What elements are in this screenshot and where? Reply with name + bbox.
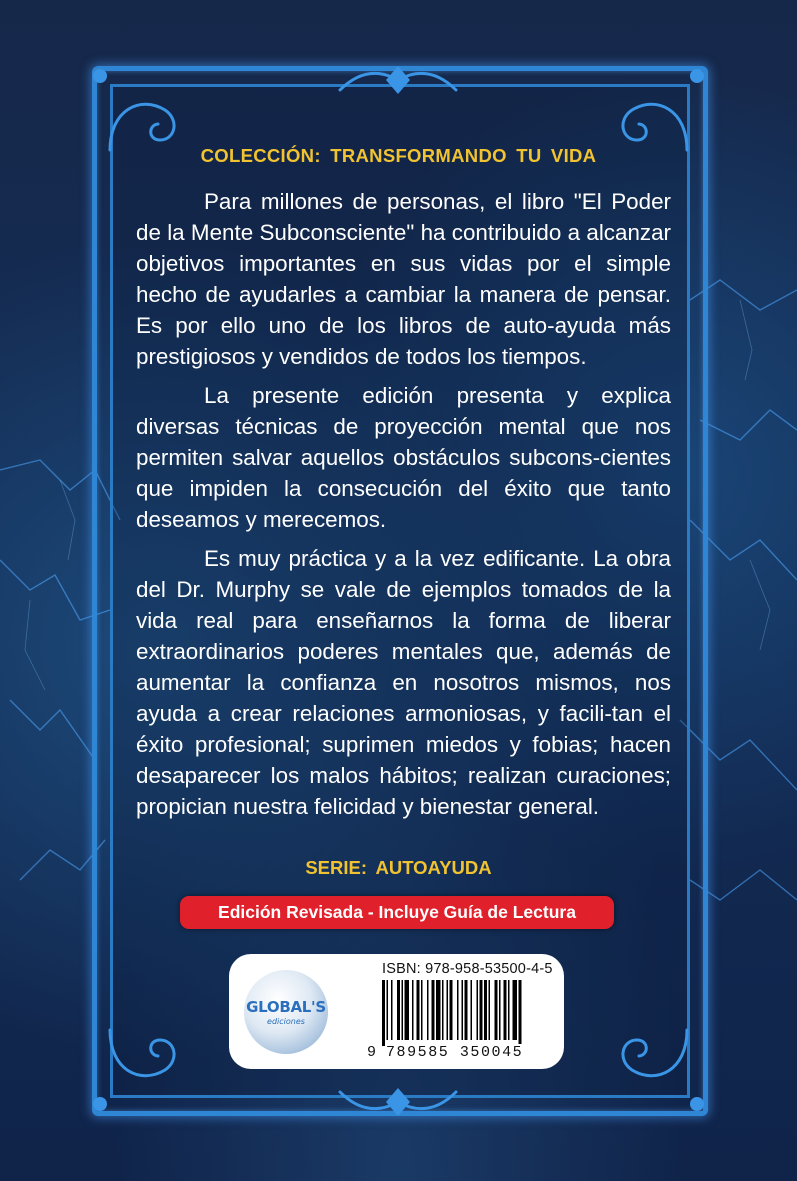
publisher-subtitle: ediciones	[267, 1017, 305, 1026]
synopsis	[136, 186, 671, 830]
bottom-right-scroll	[623, 1030, 687, 1076]
collection-label: COLECCIÓN: TRANSFORMANDO TU VIDA	[200, 145, 597, 166]
isbn-label: ISBN: 978-958-53500-4-5	[382, 961, 553, 977]
publisher-name: GLOBAL'S	[246, 998, 326, 1016]
synopsis-paragraph-3: Es muy práctica y a la vez edificante. La obra del Dr. Murphy se vale de ejemplos tomados de la vida real para enseñarnos la forma de liberar extraordinarios poderes mentales que, además de aumentar la confianza en nosotros mismos, nos ayuda a crear relaciones armoniosas, y facili-tan el éxito profesional; suprimen miedos y fobias; hacen desaparecer los malos hábitos; realizan curaciones; propician nuestra felicidad y bienestar general.	[136, 546, 671, 819]
series-label: SERIE: AUTOAYUDA	[305, 857, 492, 878]
synopsis-paragraph-1: Para millones de personas, el libro "El Poder de la Mente Subconsciente" ha contribuido a alcanzar objetivos importantes en sus vidas por el simple hecho de ayudarles a cambiar la manera de pensar. Es por ello uno de los libros de auto-ayuda más prestigiosos y vendidos de todos los tiempos.	[136, 189, 671, 369]
top-left-scroll	[110, 104, 174, 150]
barcode-first-digit: 9	[367, 1044, 377, 1061]
barcode-icon	[380, 980, 558, 1046]
barcode-digits: 789585 350045	[386, 1044, 558, 1061]
edition-badge: Edición Revisada - Incluye Guía de Lectura	[180, 896, 614, 929]
bottom-left-scroll	[110, 1030, 174, 1076]
top-right-scroll	[623, 104, 687, 150]
synopsis-paragraph-2: La presente edición presenta y explica diversas técnicas de proyección mental que nos permiten salvar aquellos obstáculos subcons-cientes que impiden la consecución del éxito que tanto deseamos y merecemos.	[136, 383, 671, 532]
